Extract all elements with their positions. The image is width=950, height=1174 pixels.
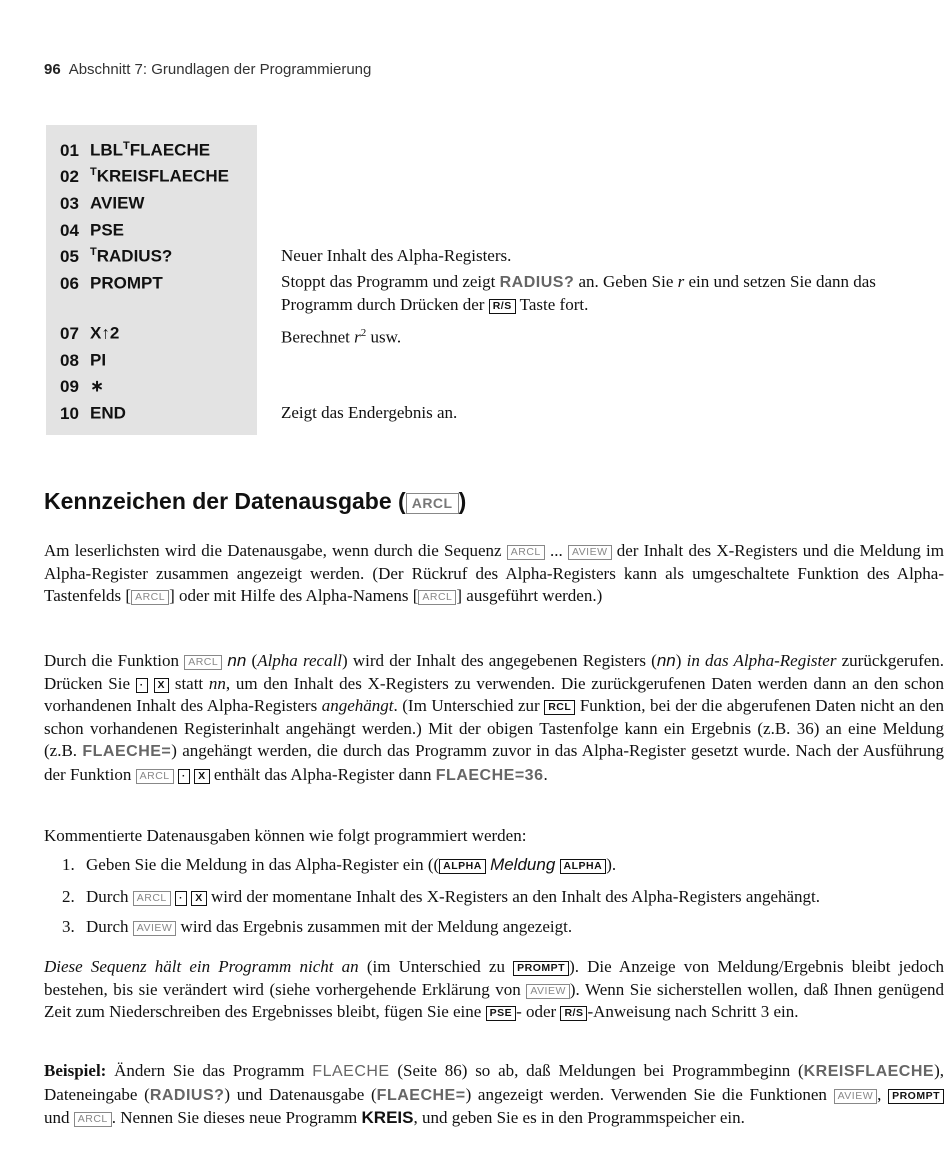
- aview-key: AVIEW: [526, 984, 570, 999]
- program-line: 02 $^T$KREISFLAECHE: [60, 166, 229, 186]
- arcl-key: ARCL: [418, 590, 456, 605]
- program-line: [60, 193, 144, 214]
- instruction: RADIUS?: [96, 246, 173, 266]
- step-3: 3. Durch AVIEW wird das Ergebnis zusammen mit der Meldung angezeigt.: [62, 917, 573, 936]
- rs-key: R/S: [560, 1006, 587, 1021]
- instruction: END: [90, 403, 126, 423]
- x-key: X: [191, 891, 207, 906]
- alpha-key: ALPHA: [560, 859, 607, 874]
- instruction: PI: [90, 350, 107, 370]
- comment-line-10: Zeigt das Endergebnis an.: [281, 403, 458, 422]
- aview-key: AVIEW: [133, 921, 177, 936]
- program-line: [60, 376, 104, 397]
- pse-key: PSE: [486, 1006, 517, 1021]
- chapter-title: Abschnitt 7: Grundlagen der Programmierung: [68, 61, 372, 78]
- paragraph-1: Am leserlichsten wird die Datenausgabe, wenn durch die Sequenz ARCL ... AVIEW der Inhalt des X-Registers und die Meldung im Alpha-Register zusammen angezeigt werden. (Der Rückruf des Alpha-Registers kann als umgeschaltete Funktion des Alpha-Tastenfelds [ ARCL ] oder mit Hilfe des Alpha-Namens [ ARCL ] ausgeführt werden.): [44, 541, 944, 605]
- decimal-key: ·: [175, 891, 187, 906]
- line-number: 04: [60, 220, 79, 240]
- instruction: FLAECHE: [129, 140, 211, 160]
- line-number: 05: [60, 246, 79, 266]
- arcl-key: ARCL: [406, 493, 459, 514]
- x-key: X: [194, 769, 210, 784]
- program-line: [60, 350, 106, 371]
- step-2: 2. Durch ARCL · X wird der momentane Inhalt des X-Registers an den Inhalt des Alpha-Registers angehängt.: [62, 887, 821, 906]
- comment-line-06: Stoppt das Programm und zeigt RADIUS? an. Geben Sie r ein und setzen Sie dann das Programm durch Drücken der R/S Taste fort.: [281, 272, 876, 314]
- line-number: 01: [60, 140, 79, 160]
- comment-line-07: Berechnet $r^2$ usw.: [281, 327, 402, 347]
- rs-key: R/S: [489, 299, 516, 314]
- aview-key: AVIEW: [834, 1089, 878, 1104]
- line-number: 07: [60, 323, 79, 343]
- program-line: [60, 273, 163, 294]
- program-line: 01 $LBL^TFLAECHE$: [60, 140, 211, 160]
- decimal-key: ·: [136, 678, 148, 693]
- x-key: X: [154, 678, 170, 693]
- instruction: AVIEW: [90, 193, 145, 213]
- instruction: PROMPT: [90, 273, 163, 293]
- arcl-key: ARCL: [507, 545, 545, 560]
- arcl-key: ARCL: [136, 769, 174, 784]
- paragraph-3: Kommentierte Datenausgaben können wie folgt programmiert werden:: [44, 826, 527, 845]
- program-line: [60, 403, 126, 424]
- paragraph-5: Beispiel: Ändern Sie das Programm FLAECHE (Seite 86) so ab, daß Meldungen bei Programmbeginn (KREISFLAECHE), Dateneingabe (RADIUS?) und Datenausgabe (FLAECHE=) angezeigt werden. Verwenden Sie die Funktionen AVIEW , PROMPT und ARCL . Nennen Sie dieses neue Programm KREIS, und geben Sie es in den Programmspeicher ein.: [44, 1061, 944, 1127]
- alpha-key: ALPHA: [439, 859, 486, 874]
- prompt-key: PROMPT: [888, 1089, 944, 1104]
- display-text: RADIUS?: [499, 274, 575, 291]
- aview-key: AVIEW: [568, 545, 612, 560]
- rcl-key: RCL: [544, 700, 575, 715]
- section-heading: Kennzeichen der Datenausgabe ( ARCL ): [44, 488, 467, 514]
- program-line: [60, 323, 119, 344]
- paragraph-2: Durch die Funktion ARCL nn (Alpha recall) wird der Inhalt des angegebenen Registers (nn) in das Alpha-Register zurückgerufen. Drücken Sie · X statt nn, um den Inhalt des X-Registers zu verwenden. Die zurückgerufenen Daten werden dann an den schon vorhandenen Inhalt des Alpha-Registers angehängt. (Im Unterschied zur RCL Funktion, bei der die abgerufenen Daten nicht an den schon vorhandenen Registerinhalt angehängt werden.) Mit der obigen Tastenfolge kann ein Ergebnis (z.B. 36) an eine Meldung (z.B. FLAECHE=) angehängt werden, die durch das Programm zuvor in das Alpha-Register gesetzt wurde. Nach der Ausführung der Funktion ARCL · X enthält das Alpha-Register dann FLAECHE=36.: [44, 651, 945, 784]
- paragraph-4: Diese Sequenz hält ein Programm nicht an (im Unterschied zu PROMPT ). Die Anzeige von Meldung/Ergebnis bleibt jedoch bestehen, bis sie verändert wird (siehe vorhergehende Erklärung von AVIEW ). Wenn Sie sicherstellen wollen, daß Ihnen genügend Zeit zum Niederschreiben des Ergebnisses bleibt, fügen Sie eine PSE - oder R/S -Anweisung nach Schritt 3 ein.: [44, 957, 944, 1021]
- instruction: X↑2: [90, 323, 120, 343]
- instruction: ∗: [90, 376, 105, 396]
- instruction: KREISFLAECHE: [96, 166, 229, 186]
- line-number: 06: [60, 273, 79, 293]
- decimal-key: ·: [178, 769, 190, 784]
- instruction: PSE: [90, 220, 125, 240]
- arcl-key: ARCL: [131, 590, 169, 605]
- comment-line-05: Neuer Inhalt des Alpha-Registers.: [281, 246, 512, 265]
- arcl-key: ARCL: [74, 1112, 112, 1127]
- arcl-key: ARCL: [184, 655, 222, 670]
- page-header: [44, 61, 371, 78]
- line-number: 08: [60, 350, 79, 370]
- step-1: 1. Geben Sie die Meldung in das Alpha-Register ein (( ALPHA Meldung ALPHA ).: [62, 855, 617, 874]
- prompt-key: PROMPT: [513, 961, 569, 976]
- program-line: 05 $^T$RADIUS?: [60, 246, 173, 266]
- line-number: 09: [60, 376, 79, 396]
- line-number: 03: [60, 193, 79, 213]
- line-number: 02: [60, 166, 79, 186]
- arcl-key: ARCL: [133, 891, 171, 906]
- line-number: 10: [60, 403, 79, 423]
- page-number: 96: [44, 61, 61, 78]
- program-line: [60, 220, 124, 241]
